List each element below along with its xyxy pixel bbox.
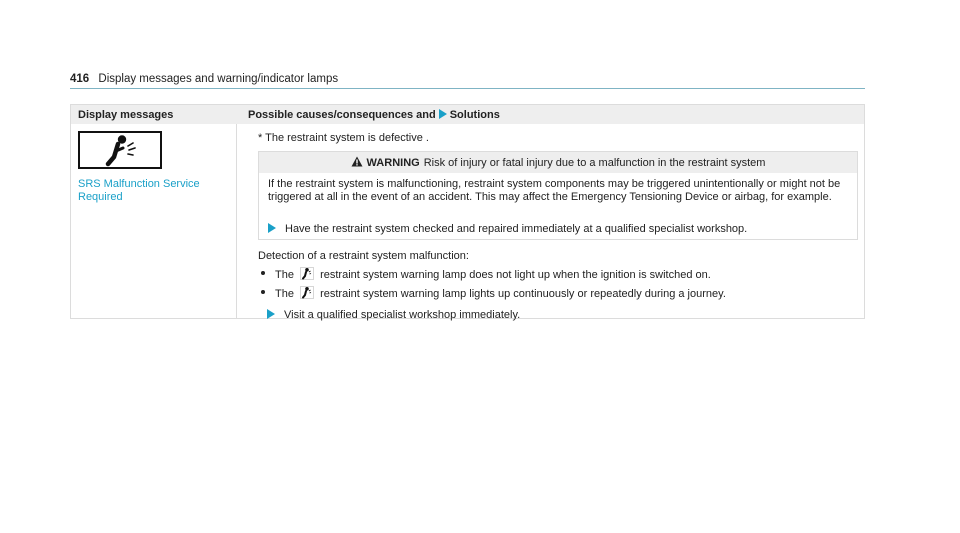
col-header-prefix: Possible causes/consequences and (248, 109, 436, 121)
warning-action (268, 223, 747, 236)
warning-text: If the restraint system is malfunctioning, restraint system components may be triggered unintentionally or might not be triggered at all in the event of an accident. This may affect the Emergency Tensioning Device or airbag, for example. (268, 178, 841, 203)
message-table (70, 104, 865, 319)
bullet-post: restraint system warning lamp lights up continuously or repeatedly during a journey. (320, 288, 726, 300)
list-item (258, 267, 848, 280)
bullet-post: restraint system warning lamp does not light up when the ignition is switched on. (320, 269, 711, 281)
page-number: 416 (70, 73, 90, 85)
warning-label: WARNING (366, 157, 420, 169)
warning-triangle-icon (351, 156, 363, 167)
final-action-text: Visit a qualified specialist workshop immediately. (284, 309, 521, 321)
solution-arrow-icon (439, 109, 447, 119)
airbag-occupant-icon (78, 131, 162, 169)
bullet-pre: The (275, 288, 294, 300)
bullet-pre: The (275, 269, 294, 281)
page-header (70, 73, 865, 85)
list-item (258, 286, 848, 299)
action-arrow-icon (268, 223, 276, 233)
warning-header (259, 152, 857, 173)
detection-list (258, 267, 848, 305)
warning-action-text: Have the restraint system checked and repaired immediately at a qualified specialist workshop. (285, 223, 748, 235)
table-header (71, 105, 864, 124)
col-header-display-messages: Display messages (78, 109, 174, 121)
restraint-warning-lamp-icon (300, 286, 314, 299)
cause-text: * The restraint system is defective . (258, 132, 429, 144)
warning-title: Risk of injury or fatal injury due to a malfunction in the restraint system (423, 157, 766, 169)
header-rule (70, 88, 865, 89)
display-message-cell (78, 131, 228, 204)
bullet-dot (261, 290, 265, 294)
detection-intro: Detection of a restraint system malfunction: (258, 250, 469, 262)
display-message-text: SRS Malfunction Service Required (78, 178, 200, 203)
restraint-warning-lamp-icon (300, 267, 314, 280)
page-title: Display messages and warning/indicator lamps (98, 73, 339, 85)
col-header-causes-solutions (248, 109, 500, 121)
final-action (267, 309, 520, 322)
bullet-dot (261, 271, 265, 275)
col-header-suffix: Solutions (449, 109, 500, 121)
column-divider (236, 124, 237, 319)
warning-box (258, 151, 858, 240)
action-arrow-icon (267, 309, 275, 319)
